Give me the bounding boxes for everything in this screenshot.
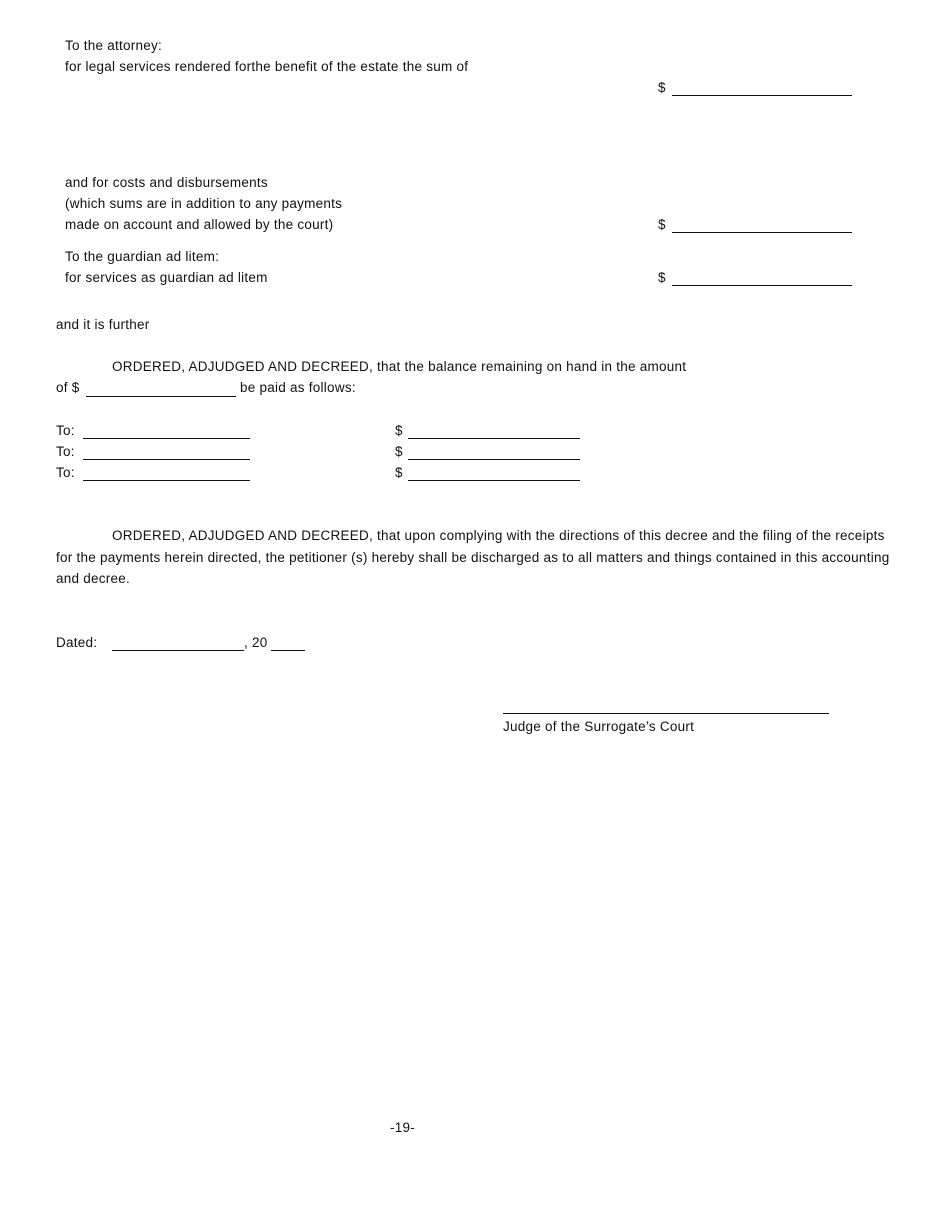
payee-amount-field[interactable] (408, 438, 580, 439)
payee-amount-field[interactable] (408, 459, 580, 460)
discharge-paragraph (56, 525, 891, 590)
payee-currency: $ (395, 423, 403, 438)
payee-currency: $ (395, 465, 403, 480)
attorney-costs-text-3: made on account and allowed by the court) (65, 217, 334, 232)
payee-name-field[interactable] (83, 459, 250, 460)
attorney-services-currency: $ (658, 80, 666, 95)
attorney-services-amount-field[interactable] (672, 95, 852, 96)
payee-label: To: (56, 444, 75, 459)
payee-amount-field[interactable] (408, 480, 580, 481)
attorney-services-text: for legal services rendered forthe benefit of the estate the sum of (65, 59, 469, 74)
guardian-amount-field[interactable] (672, 285, 852, 286)
payee-name-field[interactable] (83, 438, 250, 439)
dated-year-prefix: , 20 (244, 635, 268, 650)
attorney-costs-text-1: and for costs and disbursements (65, 175, 268, 190)
attorney-heading: To the attorney: (65, 38, 163, 53)
dated-date-field[interactable] (112, 650, 244, 651)
balance-amount-field[interactable] (86, 396, 236, 397)
attorney-costs-currency: $ (658, 217, 666, 232)
balance-order-text: ORDERED, ADJUDGED AND DECREED, that the balance remaining on hand in the amount (112, 359, 687, 374)
discharge-text: ORDERED, ADJUDGED AND DECREED, that upon complying with the directions of this decree and the filing of the receipts for the payments herein directed, the petitioner (s) hereby shall be discharged as to all matters and things contained in this accounting and decree. (56, 528, 890, 586)
attorney-costs-text-2: (which sums are in addition to any payments (65, 196, 343, 211)
guardian-heading: To the guardian ad litem: (65, 249, 220, 264)
dated-year-field[interactable] (271, 650, 305, 651)
attorney-costs-amount-field[interactable] (672, 232, 852, 233)
page-number: -19- (390, 1120, 416, 1135)
further-text: and it is further (56, 317, 150, 332)
payee-label: To: (56, 465, 75, 480)
judge-signature-caption: Judge of the Surrogate’s Court (503, 719, 695, 734)
guardian-services-text: for services as guardian ad litem (65, 270, 268, 285)
payee-currency: $ (395, 444, 403, 459)
balance-suffix: be paid as follows: (240, 380, 356, 395)
dated-label: Dated: (56, 635, 98, 650)
judge-signature-line[interactable] (503, 713, 829, 714)
balance-of-prefix: of $ (56, 380, 80, 395)
payee-label: To: (56, 423, 75, 438)
payee-name-field[interactable] (83, 480, 250, 481)
guardian-currency: $ (658, 270, 666, 285)
